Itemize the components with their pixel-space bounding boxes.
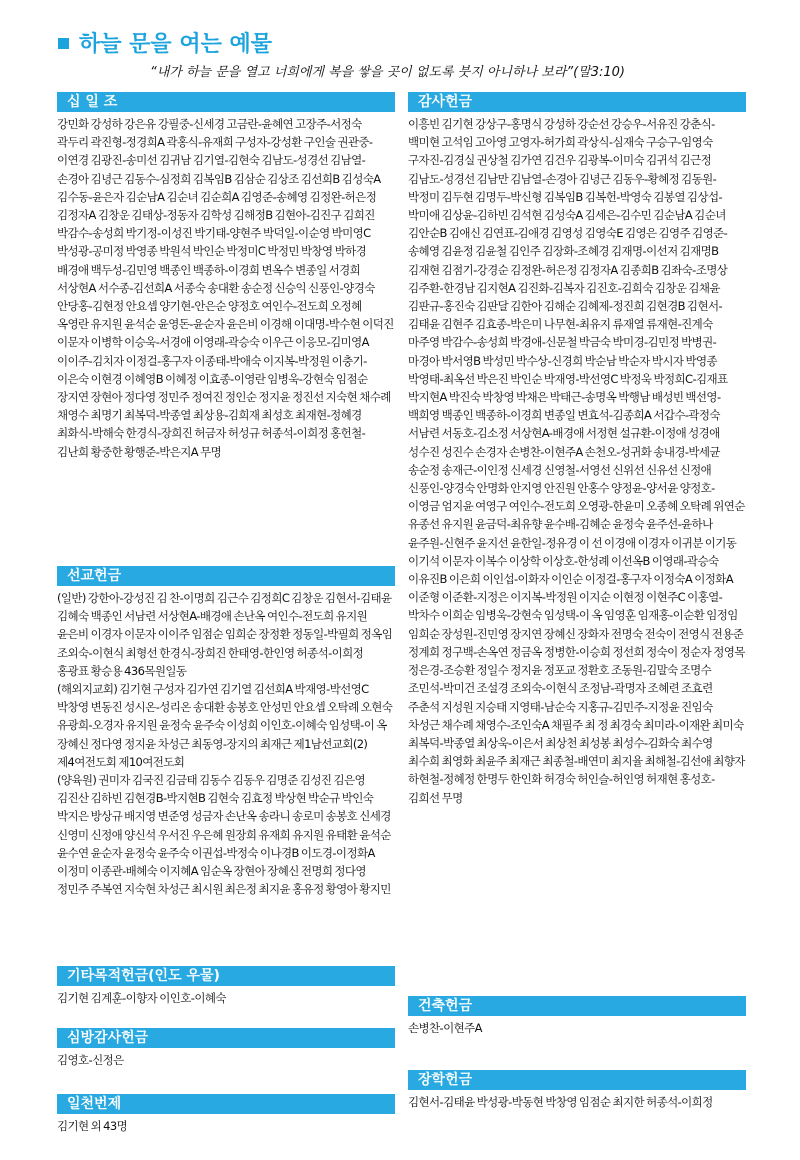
section-header: 선교헌금 (57, 566, 395, 586)
section-body (57, 589, 395, 898)
other-purpose-section (57, 966, 395, 1007)
category-tag: (해외지교회) (57, 682, 118, 697)
category-tag: (일반) (57, 591, 86, 605)
category-text: 강한아-강성진 김 찬-이명희 김근수 김정희C 김창운 김현서-김태윤 김혜숙 백종인 서남련 서상현A-배경애 손난옥 여인수-전도희 유지원 윤은비 이경자 이문자 이이주 임점순 임희순 장정환 정동일-박필희 정옥임 조외숙-이현식 최형선 한경식-장희진 한태영-한인영 허종석-이희정 홍광표 황승용 436목원일동 (57, 591, 395, 678)
left-column (57, 92, 395, 461)
section-body: 김기현 김계훈-이향자 이인호-이혜숙 (57, 991, 226, 1005)
thanks-section (408, 92, 746, 807)
section-header: 십 일 조 (57, 92, 395, 112)
section-header: 기타목적헌금(인도 우물) (57, 966, 395, 986)
section-header: 심방감사헌금 (57, 1028, 395, 1048)
section-body: 손병찬-이현주A (408, 1021, 482, 1035)
section-body: 김기현 외 43명 (57, 1119, 128, 1133)
section-header: 일천번제 (57, 1094, 395, 1114)
section-body: 김현서-김태윤 박성광-박동현 박창영 임점순 최지한 허종석-이희정 (408, 1095, 713, 1109)
building-section (408, 996, 746, 1037)
section-header: 건축헌금 (408, 996, 746, 1016)
section-header: 감사헌금 (408, 92, 746, 112)
thousand-offering-section (57, 1094, 395, 1135)
section-body: 김영호-신정은 (57, 1053, 124, 1067)
square-bullet-icon (58, 38, 69, 49)
scripture-verse: “내가 하늘 문을 열고 너희에게 복을 쌓을 곳이 없도록 붓지 아니하나 보라”(말3:10) (150, 65, 626, 80)
section-header: 장학헌금 (408, 1070, 746, 1090)
category-text: 권미자 김국진 김금태 김동수 김동우 김명준 김성진 김은영 김진산 김하빈 김현경B-박지현B 김현숙 김효정 박상현 박순규 박인숙 박지은 방상규 배지영 변준영 성금자 손난옥 송라니 송로미 송봉호 신세경 신영미 신정애 양신석 우서진 우은혜 원장희 유재희 유지원 유태환 윤석순 윤수연 윤순자 윤정숙 윤주숙 이권섭-박정숙 이나경B 이도경-이정화A 이정미 이종관-배혜숙 이지혜A 임순옥 장현아 장혜신 전명희 정다영 정민주 주복연 지숙현 차성근 최시원 최은정 최지윤 홍유정 황영아 황지민 (57, 773, 393, 897)
visit-thanks-section (57, 1028, 395, 1069)
tithe-section (57, 92, 395, 461)
page-header (58, 30, 758, 60)
page-title (58, 30, 758, 60)
page-title-text: 하늘 문을 여는 예물 (79, 32, 272, 57)
category-text: 김기현 구성자 김가연 김기열 김선희A 박재영-박선영C 박창영 변동진 성시온-성리온 송대환 송봉호 안성민 안요셉 오탁례 오현숙 유광희-오경자 유지원 윤정숙 윤주숙 이성희 이인호-이혜숙 임성택-이 옥 장혜신 정다영 정지윤 차성근 최동영-장지의 최재근 제1남선교회(2) 제4여전도회 제10여전도회 (57, 682, 395, 769)
section-body: 강민화 강성하 강은유 강필중-신세경 고금란-윤혜연 고장주-서정숙 곽두리 곽진형-정경희A 곽홍식-유재희 구성자-강성환 구인술 권관중-이연경 김광진-송미선 김귀남 김기열-김현숙 김남도-성경선 김남열-손경아 김녕근 김동수-심정희 김복임B 김삼순 김상조 김선희B 김성숙A 김수동-윤은자 김순남A 김순녀 김순희A 김영준-송혜영 김정완-허은정 김정자A 김창운 김태상-정동자 김학성 김해정B 김현아-김진구 김희진 박감수-송성희 박기정-이성진 박기태-양현주 박덕일-이순영 박미영C 박성광-공미정 박영종 박원석 박인순 박정미C 박정민 박창영 박하경 배경애 백두성-김민영 백종인 백종하-이경희 변옥수 변종일 서경희 서상현A 서수종-김선희A 서종숙 송대환 송순정 신승익 신풍인-양경숙 안당홍-김현정 안요셉 양기현-안은순 양정호 여인수-전도희 오정혜 옥영란 유지원 윤석순 윤영돈-윤순자 윤은비 이경해 이대명-박수현 이덕진 이문자 이병학 이승욱-서경애 이영래-곽승숙 이우근 이응모-김미영A 이이주-김치자 이정걸-홍구자 이종태-박애숙 이지복-박정원 이충기-이은숙 이현경 이혜영B 이혜정 이효종-이영란 임병욱-강현숙 임점순 장지연 장현아 정다영 정민주 정여진 정인순 정지윤 정진선 지숙현 채수례 채영수 최명기 최복덕-박종열 최상용-김희재 최성호 최재현-정혜경 최화식-박해숙 한경식-장희진 허금자 허성규 허종석-이희정 홍헌철-김난희 황중한 황행준-박은지A 무명 (57, 117, 396, 459)
section-body: 이흥빈 김기현 강상구-홍명식 강성하 강순선 강승우-서유진 강춘식-백미현 고석임 고아영 고영자-허가희 곽상식-심재숙 구승구-임영숙 구자진-김경실 권상철 김가연 김건우 김광복-이미숙 김귀석 김근정 김남도-성경선 김남만 김남열-손경아 김녕근 김동우-황혜정 김동원-박정미 김두현 김명두-박신형 김복임B 김복헌-박영숙 김봉열 김상섭-박미애 김상윤-김하빈 김석현 김성숙A 김세은-김수민 김순남A 김순녀 김안순B 김애신 김연표-김애경 김영성 김영숙E 김영은 김영주 김영준-송혜영 김윤정 김윤철 김인주 김장화-조혜경 김재명-이선저 김재명B 김재현 김점기-강경순 김정완-허은정 김정자A 김종희B 김좌숙-조명상 김주환-한경남 김지현A 김진화-김복자 김진호-김희숙 김창운 김채윤 김판규-홍진숙 김판달 김한아 김해순 김혜제-정진희 김현경B 김현서-김태윤 김현주 김효종-박은미 나무현-최유지 류재열 류재현-진계숙 마주영 박감수-송성희 박경애-신문철 박금숙 박미경-김민정 박병권-마경아 박서영B 박성민 박수상-신경희 박순남 박순자 박시자 박영종 박영태-최옥선 박은진 박인순 박재영-박선영C 박정욱 박정희C-김재표 박지현A 박진숙 박창영 박채은 박태근-송명옥 박행남 배성빈 백선영-백희영 백종인 백종하-이경희 변종일 변효석-김종희A 서갑수-곽정숙 서남련 서동호-김소정 서상현A-배경애 서정현 설규환-이정애 성경애 성수진 성진수 손경자 손병찬-이현주A 손천오-성귀화 송내경-박세균 송순정 송재근-이인정 신세경 신영철-서영선 신위선 신유선 신정애 신풍인-양경숙 안명화 안지영 안진원 안홍수 양정윤-양서윤 양정호-이영금 엄지윤 여영구 여인수-전도희 오영광-한윤미 오종혜 오탁례 위연순 유종선 유지원 윤금덕-최유향 윤수배-김혜순 윤정숙 윤주선-윤하나 윤주원-신현주 윤지선 윤한일-정유경 이 선 이경애 이경자 이귀분 이기동 이기석 이문자 이복수 이상학 이상호-한성례 이선옥B 이영래-곽승숙 이유진B 이은희 이인섭-이화자 이인순 이정걸-홍구자 이정숙A 이정화A 이준형 이준환-지정은 이지복-박정원 이지순 이현정 이현주C 이홍열-박차수 이희순 임병욱-강현숙 임성택-이 옥 임영훈 임재홍-이순환 임정임 임희순 장성원-진민영 장지연 장혜신 장화자 전명숙 전숙이 전영식 전용준 정계희 정구백-손옥연 정금옥 정병한-이승희 정선희 정숙이 정순자 정영목 정은경-조승환 정일수 정지윤 정포교 정환호 조동원-김말숙 조명수 조민석-박미건 조설경 조외숙-이현식 조정남-곽명자 조혜련 조효련 주춘석 지성원 지승태 지영태-남순숙 지홍규-김민주-지정윤 진임숙 차성근 채수례 채영수-조인숙A 채필주 최 정 최경숙 최미라-이재완 최미숙 최복덕-박종열 최상욱-이은서 최상천 최성봉 최성수-김화숙 최수영 최수희 최영화 최윤주 최재근 최종철-배연미 최지율 최해철-김선애 최향자 하현철-정혜정 한명두 한인화 허경숙 허인슬-허인영 허재현 홍성호-김희선 무명 (408, 117, 747, 805)
scholarship-section (408, 1070, 746, 1111)
mission-section (57, 566, 395, 898)
category-tag: (양육원) (57, 773, 97, 788)
